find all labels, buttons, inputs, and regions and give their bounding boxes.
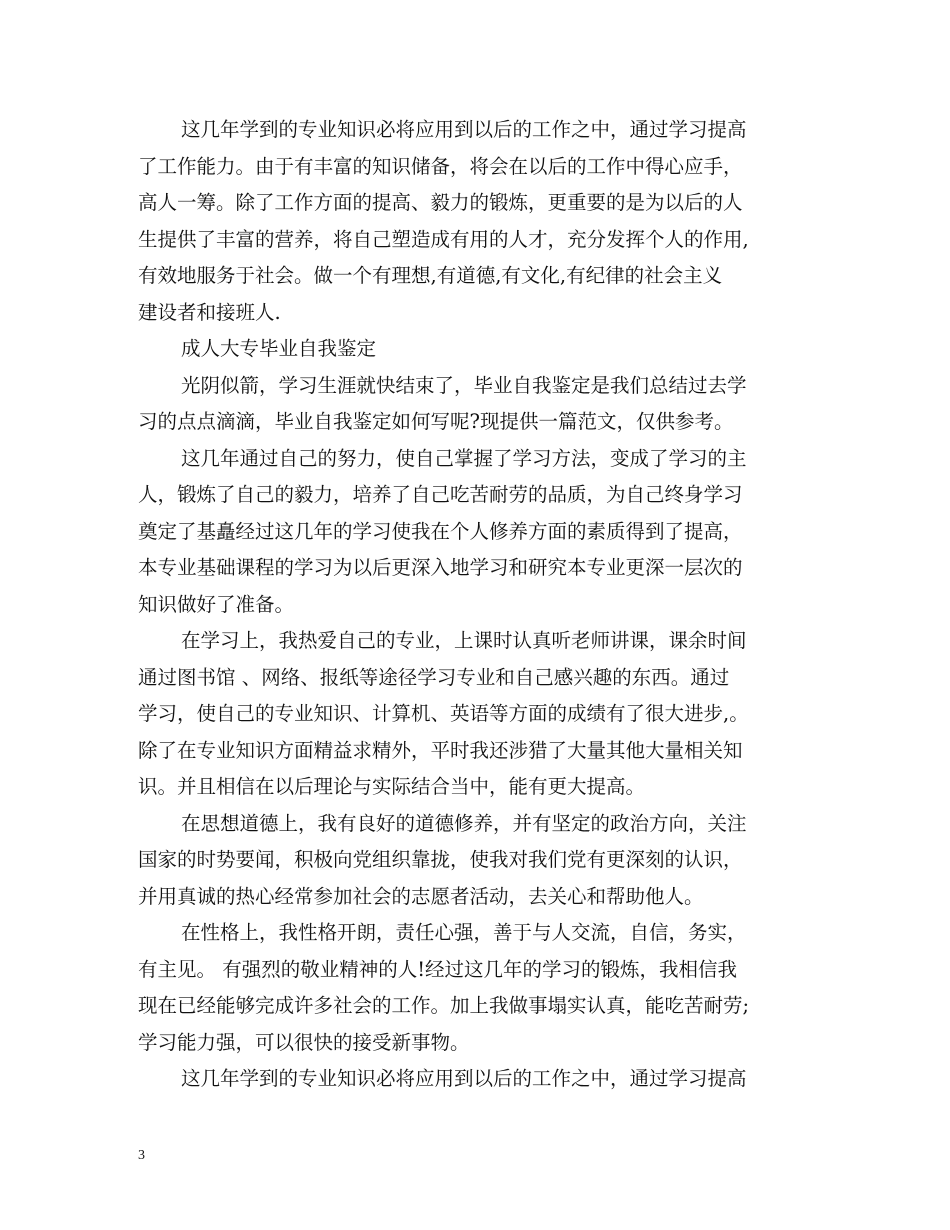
- text-line: 奠定了基矗经过这几年的学习使我在个人修养方面的素质得到了提高，: [138, 519, 743, 543]
- text-line: 除了在专业知识方面精益求精外，平时我还涉猎了大量其他大量相关知: [138, 738, 743, 762]
- text-line: 这几年通过自己的努力，使自己掌握了学习方法，变成了学习的主: [181, 446, 747, 470]
- text-line: 并用真诚的热心经常参加社会的志愿者活动，去关心和帮助他人。: [138, 884, 704, 908]
- text-line: 生提供了丰富的营养，将自己塑造成有用的人才，充分发挥个人的作用,: [138, 227, 749, 251]
- paragraph: [138, 806, 818, 916]
- text-line: 在学习上，我热爱自己的专业，上课时认真听老师讲课，课余时间: [181, 629, 747, 652]
- text-line: 识。并且相信在以后理论与实际结合当中，能有更大提高。: [138, 775, 646, 798]
- paragraph: [138, 1061, 818, 1098]
- text-line: 成人大专毕业自我鉴定: [181, 337, 377, 360]
- text-line: 光阴似箭，学习生涯就快结束了，毕业自我鉴定是我们总结过去学: [181, 373, 747, 397]
- text-line: 本专业基础课程的学习为以后更深入地学习和研究本专业更深一层次的: [138, 556, 743, 579]
- text-line: 学习能力强，可以很快的接受新事物。: [138, 1030, 470, 1054]
- text-line: 这几年学到的专业知识必将应用到以后的工作之中，通过学习提高: [181, 118, 747, 141]
- text-line: 有效地服务于社会。做一个有理想,有道德,有文化,有纪律的社会主义: [138, 264, 723, 287]
- text-line: 通过图书馆 、网络、报纸等途径学习专业和自己感兴趣的东西。通过: [138, 665, 730, 689]
- text-line: 建设者和接班人.: [138, 300, 281, 324]
- text-line: 高人一筹。除了工作方面的提高、毅力的锻炼，更重要的是为以后的人: [138, 191, 743, 214]
- text-line: 学习，使自己的专业知识、计算机、英语等方面的成绩有了很大进步,。: [138, 702, 749, 725]
- document-body: [138, 112, 818, 1098]
- text-line: 知识做好了准备。: [138, 592, 295, 616]
- paragraph: [138, 441, 818, 624]
- text-line: 现在已经能够完成许多社会的工作。加上我做事塌实认真，能吃苦耐劳;: [138, 994, 750, 1017]
- text-line: 在性格上，我性格开朗，责任心强，善于与人交流，自信，务实，: [181, 921, 747, 944]
- text-line: 了工作能力。由于有丰富的知识储备，将会在以后的工作中得心应手，: [138, 154, 743, 178]
- paragraph: [138, 368, 818, 441]
- page-number: 3: [138, 1148, 145, 1163]
- text-line: 国家的时势要闻，积极向党组织靠拢，使我对我们党有更深刻的认识，: [138, 848, 743, 871]
- paragraph: [138, 915, 818, 1061]
- paragraph: [138, 623, 818, 806]
- text-line: 有主见。 有强烈的敬业精神的人!经过这几年的学习的锻炼，我相信我: [138, 957, 738, 981]
- paragraph: [138, 112, 818, 331]
- text-line: 习的点点滴滴，毕业自我鉴定如何写呢?现提供一篇范文，仅供参考。: [138, 410, 734, 433]
- paragraph: [138, 331, 818, 368]
- text-line: 这几年学到的专业知识必将应用到以后的工作之中，通过学习提高: [181, 1067, 747, 1090]
- text-line: 人，锻炼了自己的毅力，培养了自己吃苦耐劳的品质，为自己终身学习: [138, 483, 743, 506]
- text-line: 在思想道德上，我有良好的道德修养，并有坚定的政治方向，关注: [181, 811, 747, 835]
